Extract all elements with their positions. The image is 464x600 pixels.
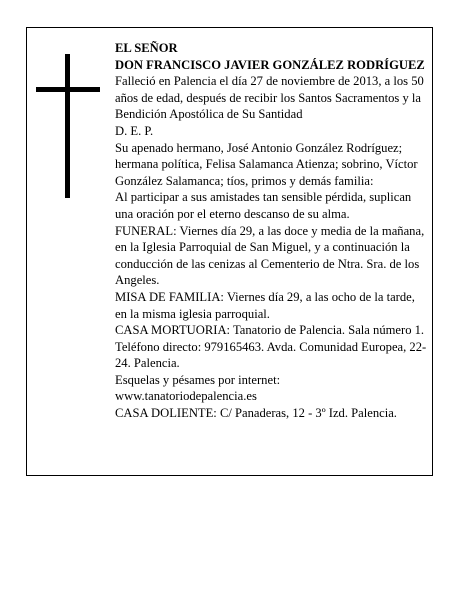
rip-line: D. E. P.	[115, 123, 154, 138]
funeral-home-details: CASA MORTUORIA: Tanatorio de Palencia. Sala número 1. Teléfono directo: 979165463. Avda. Comunidad Europea, 22-24. Palencia.	[115, 323, 427, 371]
deceased-name: DON FRANCISCO JAVIER GONZÁLEZ RODRÍGUEZ	[115, 57, 425, 72]
website-link[interactable]: www.tanatoriodepalencia.es	[115, 389, 257, 404]
obituary-notice	[26, 27, 433, 476]
internet-condolences-label: Esquelas y pésames por internet:	[115, 372, 281, 387]
funeral-details: FUNERAL: Viernes día 29, a las doce y media de la mañana, en la Iglesia Parroquial de San Miguel, y a continuación la conducción de las cenizas al Cementerio de Ntra. Sra. de los Angeles.	[115, 223, 425, 288]
family-mourners: Su apenado hermano, José Antonio González Rodríguez; hermana política, Felisa Salamanca Atienza; sobrino, Víctor González Salamanca; tíos, primos y demás familia:	[115, 140, 418, 188]
death-announcement: Falleció en Palencia el día 27 de noviembre de 2013, a los 50 años de edad, después de recibir los Santos Sacramentos y la Bendición Apostólica de Su Santidad	[115, 74, 424, 122]
obituary-text	[115, 40, 427, 422]
family-mass-details: MISA DE FAMILIA: Viernes día 29, a las ocho de la tarde, en la misma iglesia parroquial.	[115, 289, 415, 321]
family-home-address: CASA DOLIENTE: C/ Panaderas, 12 - 3º Izd. Palencia.	[115, 406, 397, 421]
cross-icon	[36, 54, 100, 198]
cross-horizontal-bar	[36, 87, 100, 92]
prayer-request: Al participar a sus amistades tan sensible pérdida, suplican una oración por el eterno descanso de su alma.	[115, 190, 412, 221]
cross-vertical-bar	[65, 54, 70, 198]
deceased-title: EL SEÑOR	[115, 41, 178, 55]
